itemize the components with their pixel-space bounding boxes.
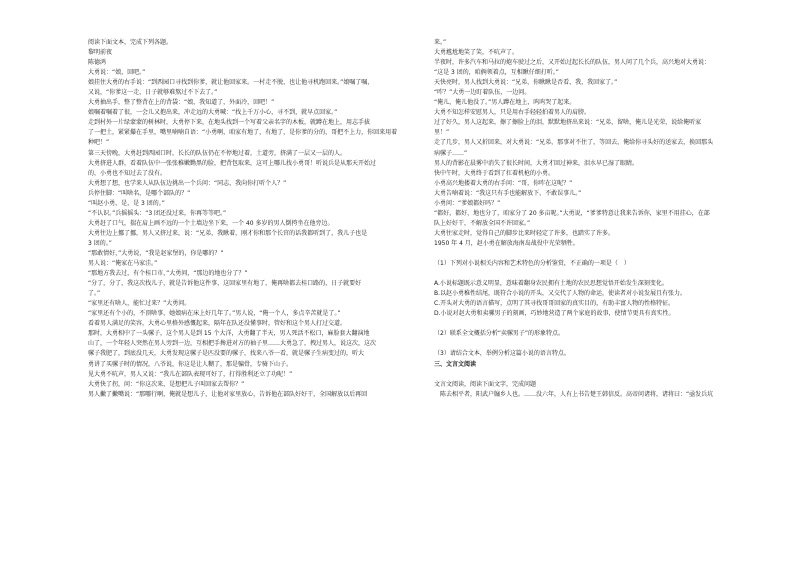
text-line: 走了几步，男人又折回来，对大勇说：“兄弟，那事对不住了，等回去，俺给你寻头好的送家去，换回那头 [434, 139, 714, 147]
text-line: 阅读下面文本，完成下列各题。 [88, 39, 173, 46]
text-line: 大勇挤进人群，看着队伍中一张张稚嫩黝黑的脸，把背包取来，这可上哪儿找小勇哥！听说兵是从那天开始过 [88, 159, 377, 167]
text-line: 大勇想了想，也学来人从队伍边挑出一个兵问：“同志，我向你打听个人？” [88, 179, 287, 187]
text-line: “这是 3 团的，咱俩领着点，互相瞅仔细打听。” [434, 69, 559, 77]
text-line: A.小说标题既示意义明显，意味着翻身农民拥有土地的农民思想觉悟开始发生深刻变化。 [434, 280, 668, 288]
text-line: 骡子我肥了，到底没几天，大勇发现这骡子是匹没要的骡子，找来八爷一看，就是骡子生病变过的，听大 [88, 350, 365, 358]
text-line: 又说，“你爹这一走，日子就够难熬过不下去了。” [88, 89, 218, 97]
text-line: 男人的背影在晨雾中消失了很长时间，大勇才回过神来，泪水早已湿了眼睛。 [434, 159, 639, 167]
text-line: （3）请结合文本，举例分析这篇小说的语言特点。 [434, 350, 570, 358]
text-line [434, 249, 772, 259]
text-line [434, 319, 772, 329]
text-line: 男人撇了撇嘴说：“那哪行啊，俺就是想儿子，让他对家里放心，告诉他在部队好好干，全国解放以后再回 [88, 390, 368, 398]
text-line: 娘挂住大勇的右手说：“到西园口寻找到你爹，就让他回家来。一村走不脱，也让他寻机跑回来。”娘嘱了嘱， [88, 79, 374, 87]
text-line: 大勇往边上挪了挪，男人又挤过来，说：“兄弟，我瞅着，刚才你和那个长官的话我都听到了，我儿子也是 [88, 229, 368, 237]
text-line: B.以赵小勇稚性结尾，既符合小说的开头，又交代了人物的命运，使读者对小说发展且有张力。 [434, 290, 687, 298]
text-line: “分了，分了，我这次找儿子，就是告诉他这件事，这回家里有地了，俺再啥都去桂口路的，日子就要好 [88, 280, 362, 288]
text-line: “那地方我去过，有个桂口市，”大勇问，“那边的地也分了？” [88, 270, 248, 278]
text-line: 山了，一个年轻人突然在男人旁到一边，互相把手搀进对方的袖子里……大勇急了，拽过男人，说这次，这次 [88, 340, 377, 348]
text-line: 大勇告喃着说：“我这只有手也能解放下，不敢误事儿。” [434, 189, 582, 197]
text-line: 那时，大勇相中了一头骡子，这个男人是到 15 个大洋，大勇翻了半天，男人死活不松口，麻脸套大翻演地 [88, 330, 370, 338]
text-line [434, 269, 772, 279]
text-line [434, 339, 772, 349]
text-line: “不认识。”兵摇摇头：“3 团还没过来，你再等等吧。” [88, 209, 227, 217]
text-line: D.小说对赵大勇和卖骡男子的刻画，巧妙地营造了两个家庭的故事，使情节更具有真实性。 [434, 310, 675, 318]
text-line: “俺儿，俺儿他没了。”男人蹲在地上，呜呜哭了起来。 [434, 99, 576, 107]
text-line: “那敢情好，”大勇说，“我是赵家堡的，你是哪的？” [88, 249, 224, 257]
text-line: “咋？”大勇一边盯着队伍，一边问。 [434, 89, 531, 97]
text-line: （2）联系全文概括分析“卖骡男子”的形象特点。 [434, 330, 565, 338]
text-line: 的，小勇也不知过去了没有。 [88, 169, 167, 177]
text-line: 队上好好干，不解放全国不许回家。” [434, 219, 531, 227]
text-line: 快中午时，大勇终于看到了扛着机枪的小勇。 [434, 169, 555, 177]
text-line: 见大勇不吭声，男人又说：“我儿在部队表现可好了，打得胜利还立了功呢！” [88, 370, 293, 378]
text-line: 天快亮时，男人找到大勇说：“兄弟，你瞅瞅是否看，我，我回家了。” [434, 79, 618, 87]
text-line: 文言文阅读，阅读下面文字，完成问题 [434, 380, 537, 388]
text-line: 大勇不知怎样安慰男人，只是用右手轻轻拍着男人的肩膀。 [434, 109, 591, 117]
text-line: 半夜时，许多汽车和马拉的炮车驶过之后，又开始过起长长的队伍，男人问了几个兵，高兴地对大勇说： [434, 59, 711, 67]
text-line: 大勇尴尬地笑了笑，不吭声了。 [434, 49, 519, 57]
text-line: “家里还有个小的，不顶啥事，她娘病在床上好几年了。”男人说，“俺一个人，多点辛苦就是了。” [88, 310, 341, 318]
text-line: 病骡子……” [434, 149, 468, 157]
text-line: 小勇高兴地搂着大勇的右手问：“哥，你咋在这呢？” [434, 179, 573, 187]
text-line: 大勇快了拐，问：“你这次来，是想把儿子叫回家去帮你？” [88, 380, 245, 388]
text-line: 男人说：“俺家在马家洼。” [88, 260, 158, 268]
text-line: 勇讲了买骡子时的情况，八爷说，你这是让人糊了，那是骗骨，专骑下山子。 [88, 360, 293, 368]
text-line: 走到村外一片绿蒙蒙的树林时，大勇停下来，在地头找到一个写着父亲名字的木板，就蹲在地上，用志手拔 [88, 119, 371, 127]
text-line [434, 370, 772, 380]
text-line: C.开头对大勇的语言描写，点明了其寻找哥哥回家的真实目的，有助丰富人物的性格特征。 [434, 300, 675, 308]
text-line: “都好，都好，地也分了，咱家分了 20 多亩呢。”大勇说，“爹爹特意让我来告诉你，家里不用挂心，在部 [434, 209, 710, 217]
text-line: 第三天傍晚，大勇赶到西园口时，长长的队伍仍在不停地过着，土道旁，挤满了一层又一层的人。 [88, 149, 347, 157]
right-column [434, 38, 772, 400]
text-line: 陈去相平者，阳武户牖乡人也。……没六年，人有上书告楚王韩信反。高帝问诸将，诸将曰：“亟发兵坑 [434, 390, 714, 398]
text-line: “家里还有啥人，能忙过来？”大勇问。 [88, 300, 191, 308]
text-line: 陈德鸿 [88, 59, 107, 67]
text-line: 来。” [434, 39, 447, 46]
text-line: 娘嘱着嘱着了很，一会儿又抱出来，冲走远的大勇喊：“找上千万小心，寻不到，就早点回家。” [88, 109, 338, 117]
text-line: “叫赵小勇，是，是 3 团的。” [88, 199, 165, 207]
text-line: 三、文言文阅读 [434, 360, 477, 368]
text-line: 兵停住脚：“叫啥名，是哪个部队的？” [88, 189, 191, 197]
left-column [88, 38, 426, 400]
text-line: 1950 年 4 月，赵小勇在解放海南岛战役中光荣牺牲。 [434, 239, 579, 247]
text-line: 了一把土，紧紧攥在手里，嘴里喃喃自语：“小勇啊，咱家有地了，有地了，是你爹的分的，哥把不上力，你回来用着 [88, 129, 398, 137]
text-line: 里！” [434, 129, 450, 137]
text-line: 大勇赶了口气，揣在肩上画不远的一个土墙边坐下来，一个 40 多岁的男人倒挎坐在他旁边。 [88, 219, 334, 227]
text-line: 大勇说：“娘，回吧。” [88, 69, 146, 77]
text-line: 大勇往家走时，觉得自己的脚步比来时轻定了许多，也踏实了许多。 [434, 229, 615, 237]
text-line: 黎明前夜 [88, 49, 113, 57]
text-line: （1）下列对小说相关内容和艺术特色的分析鉴赏，不正确的一项是（ ） [434, 260, 630, 268]
text-line: 大勇抽出手，整了整背在上的背袋：“娘，我知道了，外面冷，回吧！” [88, 99, 275, 107]
text-line: 过了好久，男人这起来，擦了擦脸上的泪，默默地挤出来说：“兄弟，留啥，俺儿是光荣，说给俺听家 [434, 119, 702, 127]
text-line: 了。” [88, 290, 101, 298]
text-line: 小勇问：“爹娘都好吗？” [434, 199, 501, 207]
text-line: 种吧！” [88, 139, 110, 147]
text-line: 看着男人满足的笑容，大勇心里格外感慨起来，隔年在队还没懂事时，管好和这个男人打过交道。 [88, 320, 347, 328]
text-line: 3 团的。” [88, 239, 112, 247]
